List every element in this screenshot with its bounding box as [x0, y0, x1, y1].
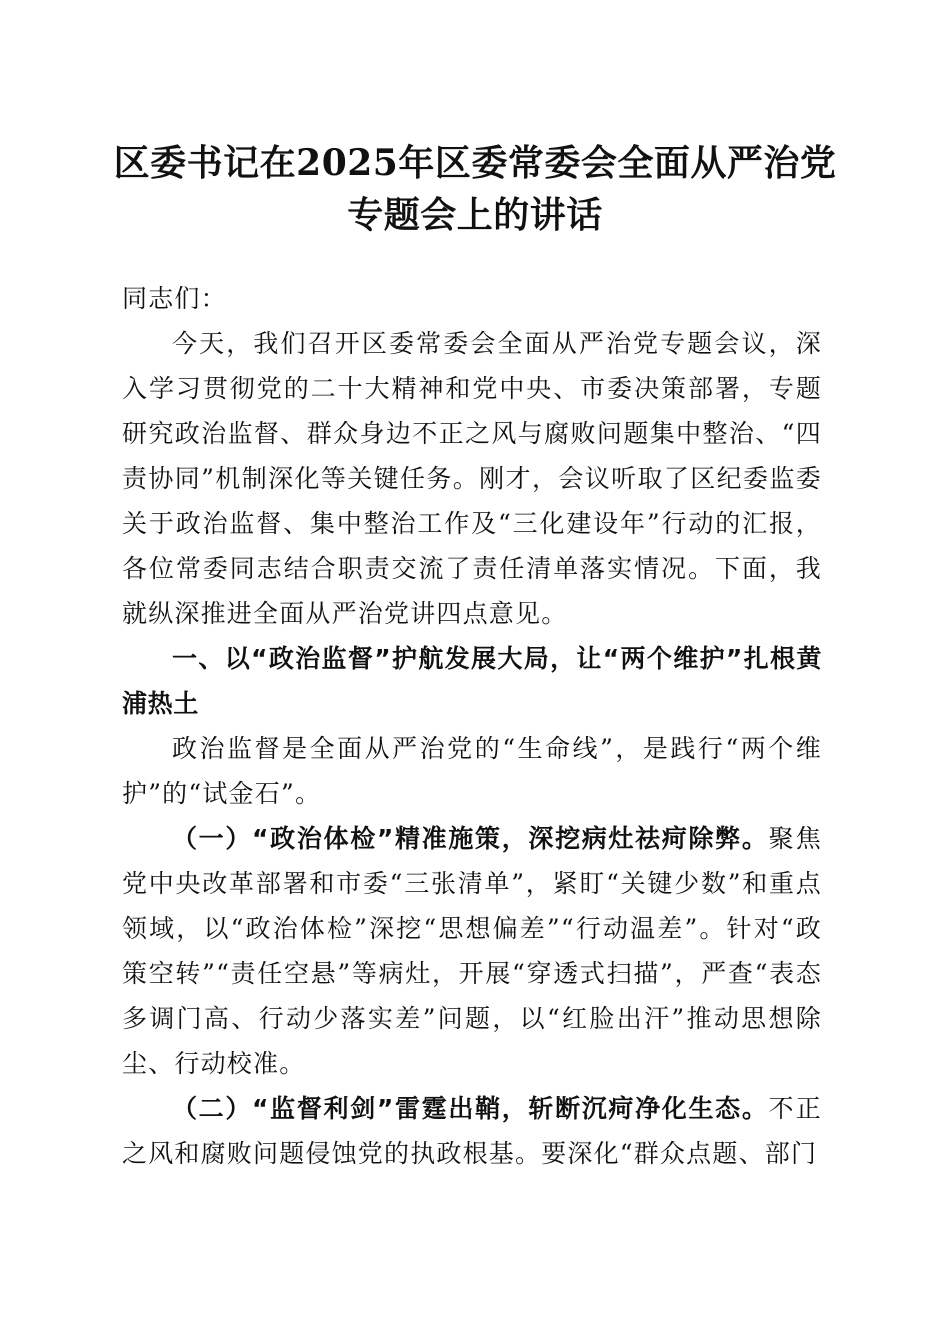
document-body [122, 276, 822, 1176]
subsection-1-paragraph [122, 816, 822, 1086]
title-line-1: 区委书记在2025年区委常委会全面从严治党 [113, 142, 837, 184]
section-1-intro: 政治监督是全面从严治党的“生命线”，是践行“两个维护”的“试金石”。 [122, 734, 822, 808]
intro-paragraph: 今天，我们召开区委常委会全面从严治党专题会议，深入学习贯彻党的二十大精神和党中央、市委决策部署，专题研究政治监督、群众身边不正之风与腐败问题集中整治、“四责协同”机制深化等关键任务。刚才，会议听取了区纪委监委关于政治监督、集中整治工作及“三化建设年”行动的汇报，各位常委同志结合职责交流了责任清单落实情况。下面，我就纵深推进全面从严治党讲四点意见。 [122, 329, 822, 628]
subsection-1-text: 聚焦党中央改革部署和市委“三张清单”，紧盯“关键少数”和重点领域，以“政治体检”深挖“思想偏差”“行动温差”。针对“政策空转”“责任空悬”等病灶，开展“穿透式扫描”，严查“表态多调门高、行动少落实差”问题，以“红脸出汗”推动思想除尘、行动校准。 [122, 824, 822, 1078]
section-1-heading: 一、以“政治监督”护航发展大局，让“两个维护”扎根黄浦热土 [122, 644, 822, 718]
subsection-2-text: 不正之风和腐败问题侵蚀党的执政根基。要深化“群众点题、部门 [122, 1094, 822, 1168]
subsection-2-paragraph [122, 1086, 822, 1176]
title-line-2: 专题会上的讲话 [347, 194, 603, 236]
subsection-1-lead: （一）“政治体检”精准施策，深挖病灶祛疴除弊。 [172, 824, 769, 853]
subsection-2-lead: （二）“监督利剑”雷霆出鞘，斩断沉疴净化生态。 [172, 1094, 769, 1123]
salutation: 同志们： [122, 284, 227, 313]
document-title [110, 137, 840, 241]
